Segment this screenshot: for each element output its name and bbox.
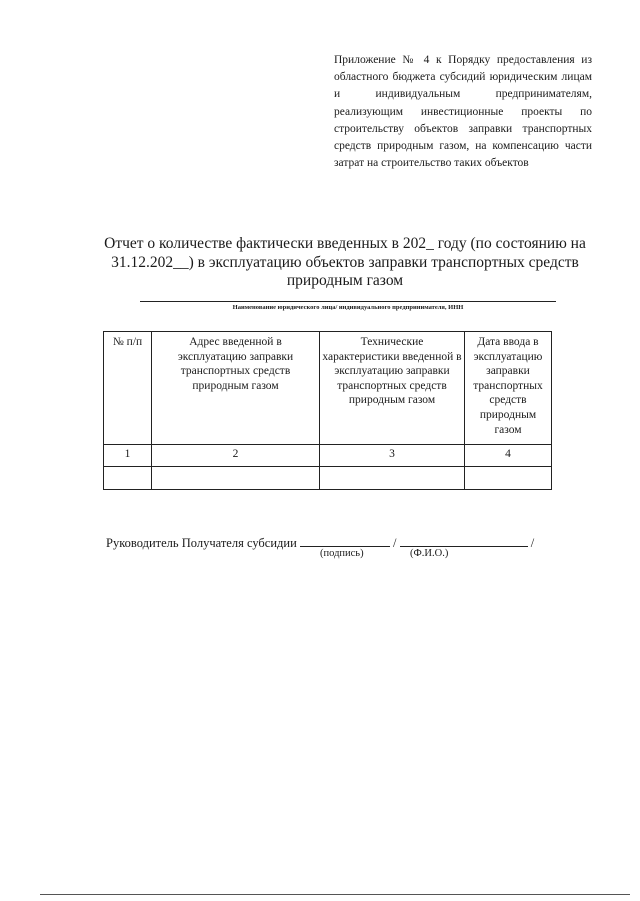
column-number-2: 2 (152, 445, 320, 467)
table-cell[interactable] (465, 467, 552, 490)
table-numbering-row (104, 445, 552, 467)
signature-caption: (подпись) (320, 548, 364, 559)
full-name-field[interactable] (400, 534, 528, 547)
table-header-row (104, 332, 552, 445)
header-date: Дата ввода в эксплуатацию заправки транспортных средств природным газом (465, 332, 552, 445)
report-title: Отчет о количестве фактически введенных в 202_ году (по состоянию на 31.12.202__) в эксплуатацию объектов заправки транспортных средств природным газом (104, 235, 586, 289)
header-specs: Технические характеристики введенной в эксплуатацию заправки транспортных средств природным газом (320, 332, 465, 445)
report-table (103, 331, 552, 490)
org-name-caption: Наименование юридического лица/ индивидуального предпринимателя, ИНН (232, 304, 464, 311)
signature-field[interactable] (300, 534, 390, 547)
appendix-block (334, 52, 592, 172)
name-separator: / (530, 536, 535, 550)
full-name-caption: (Ф.И.О.) (410, 548, 449, 559)
column-number-3: 3 (320, 445, 465, 467)
header-address: Адрес введенной в эксплуатацию заправки транспортных средств природным газом (152, 332, 320, 445)
table-row (104, 467, 552, 490)
org-name-line (140, 301, 556, 302)
signature-label: Руководитель Получателя субсидии (106, 536, 297, 550)
column-number-1: 1 (104, 445, 152, 467)
column-number-4: 4 (465, 445, 552, 467)
page-bottom-divider (40, 894, 630, 895)
signature-separator: / (393, 536, 397, 550)
table-cell[interactable] (104, 467, 152, 490)
table-cell[interactable] (320, 467, 465, 490)
header-number: № п/п (104, 332, 152, 445)
table-cell[interactable] (152, 467, 320, 490)
appendix-text: Приложение № 4 к Порядку предоставления из областного бюджета субсидий юридическим лицам и индивидуальным предпринимателям, реализующим инвестиционные проекты по строительству объектов заправки транспортных средств природным газом, на компенсацию части затрат на строительство таких объектов (334, 54, 592, 170)
